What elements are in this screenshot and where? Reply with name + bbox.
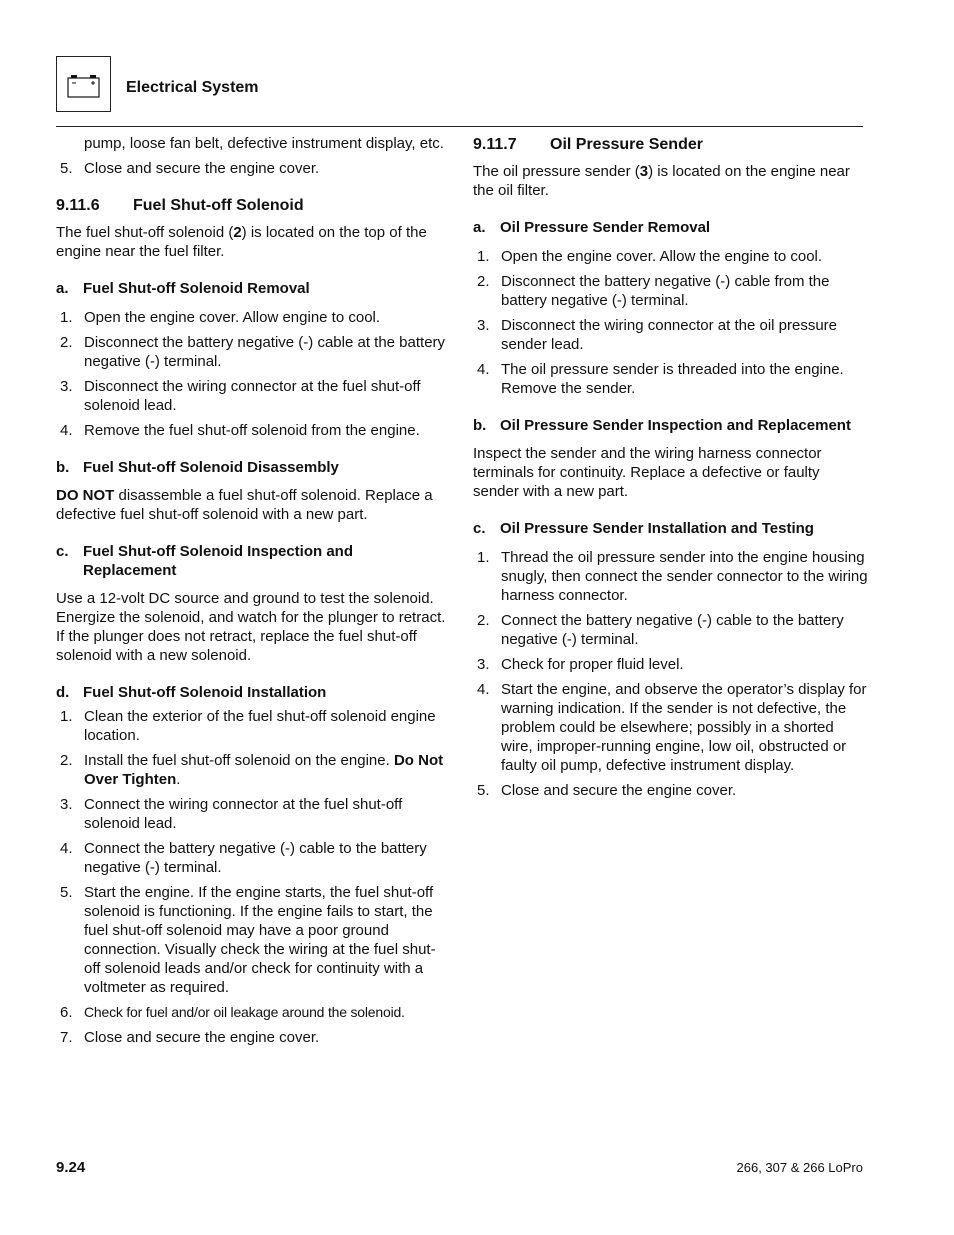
item-text: Start the engine. If the engine starts, the fuel shut-off solenoid is functioning. If the engine fails to start, the fuel shut-off solenoid may have a poor ground connection. Visually check the wiring at the fuel shut-off solenoid leads and/or check for continuity with a voltmeter as required. xyxy=(84,884,436,996)
list-item xyxy=(473,781,868,800)
battery-icon xyxy=(67,74,100,98)
item-number: 5. xyxy=(60,884,73,901)
section-number: 9.11.6 xyxy=(56,197,100,214)
item-text: Open the engine cover. Allow engine to cool. xyxy=(84,309,381,326)
callout-number: 2 xyxy=(233,224,242,241)
sub-title: Oil Pressure Sender Removal xyxy=(500,219,711,236)
item-text: Check for fuel and/or oil leakage around the solenoid. xyxy=(84,1004,405,1020)
sub-title: Oil Pressure Sender Inspection and Replacement xyxy=(500,417,851,434)
subheading-removal xyxy=(56,279,446,298)
list-item xyxy=(473,272,868,310)
item-number: 3. xyxy=(477,656,490,673)
intro-text-a: The oil pressure sender ( xyxy=(473,163,640,180)
section-title: Oil Pressure Sender xyxy=(550,136,703,153)
item-number: 4. xyxy=(60,840,73,857)
item-number: 7. xyxy=(60,1029,73,1046)
item-text: Install the fuel shut-off solenoid on the engine. xyxy=(84,752,394,769)
right-column xyxy=(473,134,868,800)
item-number: 3. xyxy=(60,378,73,395)
subheading-removal xyxy=(473,218,868,237)
subheading-installation xyxy=(473,519,868,538)
list-item xyxy=(56,421,446,440)
inspection-text: Inspect the sender and the wiring harness connector terminals for continuity. Replace a defective or faulty sender with a new part. xyxy=(473,445,822,500)
section-heading-oil-sender xyxy=(473,135,868,154)
list-item xyxy=(56,751,446,789)
header-title: Electrical System xyxy=(126,79,259,96)
item-text: Clean the exterior of the fuel shut-off solenoid engine location. xyxy=(84,708,436,744)
disassembly-text xyxy=(56,486,446,524)
list-item xyxy=(56,308,446,327)
item-number: 4. xyxy=(60,422,73,439)
header-divider xyxy=(56,126,863,127)
list-item xyxy=(56,159,446,178)
item-number: 6. xyxy=(60,1004,73,1021)
item-number: 5. xyxy=(60,160,73,177)
list-item xyxy=(56,883,446,997)
sub-title: Fuel Shut-off Solenoid Inspection and Replacement xyxy=(83,543,353,579)
item-number: 1. xyxy=(60,708,73,725)
list-item xyxy=(473,655,868,674)
item-text: Connect the battery negative (-) cable to the battery negative (-) terminal. xyxy=(501,612,844,648)
list-item xyxy=(56,333,446,371)
continuation-text: pump, loose fan belt, defective instrument display, etc. xyxy=(84,135,444,152)
item-number: 4. xyxy=(477,361,490,378)
list-item xyxy=(56,1028,446,1047)
section-intro xyxy=(473,162,868,200)
sub-letter: b. xyxy=(473,417,487,434)
item-tail: . xyxy=(176,771,181,788)
item-text: Start the engine, and observe the operator’s display for warning indication. If the sender is not defective, the problem could be elsewhere; possibly in a shorted wire, improper-running engine, low oil, obstructed or faulty oil pump, defective instrument display. xyxy=(501,681,867,774)
intro-text-c: ) is located on the engine near the oil filter. xyxy=(473,163,850,199)
item-number: 1. xyxy=(477,549,490,566)
sub-letter: b. xyxy=(56,459,70,476)
list-item xyxy=(56,377,446,415)
item-number: 3. xyxy=(477,317,490,334)
list-item xyxy=(473,360,868,398)
sub-title: Oil Pressure Sender Installation and Testing xyxy=(500,520,814,537)
list-item xyxy=(473,316,868,354)
item-text: Connect the wiring connector at the fuel shut-off solenoid lead. xyxy=(84,796,403,832)
item-text: Disconnect the wiring connector at the oil pressure sender lead. xyxy=(501,317,838,353)
item-text: Close and secure the engine cover. xyxy=(84,1029,320,1046)
section-icon-box xyxy=(56,56,111,112)
subheading-disassembly xyxy=(56,458,446,477)
paragraph-text: disassemble a fuel shut-off solenoid. Replace a defective fuel shut-off solenoid with a new part. xyxy=(56,487,433,523)
list-item xyxy=(56,839,446,877)
list-item xyxy=(473,247,868,266)
list-item xyxy=(56,1003,446,1022)
sub-letter: d. xyxy=(56,684,70,701)
item-number: 1. xyxy=(477,248,490,265)
item-text: Close and secure the engine cover. xyxy=(84,160,320,177)
sub-title: Fuel Shut-off Solenoid Removal xyxy=(83,280,310,297)
item-text: Connect the battery negative (-) cable to the battery negative (-) terminal. xyxy=(84,840,427,876)
removal-steps xyxy=(473,247,868,398)
subheading-installation xyxy=(56,683,446,702)
item-number: 2. xyxy=(60,334,73,351)
item-number: 5. xyxy=(477,782,490,799)
item-number: 3. xyxy=(60,796,73,813)
installation-steps xyxy=(56,707,446,1047)
removal-steps xyxy=(56,308,446,440)
left-column xyxy=(56,134,446,1047)
callout-number: 3 xyxy=(639,163,649,180)
item-number: 1. xyxy=(60,309,73,326)
section-heading-fuel-solenoid xyxy=(56,196,446,215)
item-text: Close and secure the engine cover. xyxy=(501,782,737,799)
section-intro xyxy=(56,223,446,261)
sub-letter: c. xyxy=(56,543,69,560)
section-number: 9.11.7 xyxy=(473,136,517,153)
list-item xyxy=(473,611,868,649)
item-text: Thread the oil pressure sender into the engine housing snugly, then connect the sender connector to the wiring harness connector. xyxy=(501,549,868,604)
subheading-inspection xyxy=(473,416,868,435)
item-text: Remove the fuel shut-off solenoid from the engine. xyxy=(84,422,420,439)
item-text: Disconnect the wiring connector at the fuel shut-off solenoid lead. xyxy=(84,378,421,414)
list-item xyxy=(56,795,446,833)
item-emphasis: Do Not Over Tighten xyxy=(84,752,444,788)
intro-text-c: ) is located on the top of the engine near the fuel filter. xyxy=(56,224,427,260)
list-item xyxy=(56,707,446,745)
item-text: The oil pressure sender is threaded into the engine. Remove the sender. xyxy=(501,361,844,397)
list-item xyxy=(473,680,868,775)
item-text: Check for proper fluid level. xyxy=(501,656,684,673)
sub-title: Fuel Shut-off Solenoid Disassembly xyxy=(83,459,339,476)
item-text: Open the engine cover. Allow the engine to cool. xyxy=(501,248,823,265)
sub-letter: a. xyxy=(56,280,69,297)
warning-emphasis: DO NOT xyxy=(56,487,115,504)
item-text: Disconnect the battery negative (-) cable at the battery negative (-) terminal. xyxy=(84,334,446,370)
item-number: 2. xyxy=(477,612,490,629)
item-number: 4. xyxy=(477,681,490,698)
item-number: 2. xyxy=(60,752,73,769)
item-text: Disconnect the battery negative (-) cable from the battery negative (-) terminal. xyxy=(501,273,830,309)
page-number: 9.24 xyxy=(56,1159,86,1176)
subheading-inspection xyxy=(56,542,446,580)
section-title: Fuel Shut-off Solenoid xyxy=(133,197,304,214)
sub-title: Fuel Shut-off Solenoid Installation xyxy=(83,684,327,701)
intro-text-a: The fuel shut-off solenoid ( xyxy=(56,224,234,241)
sub-letter: a. xyxy=(473,219,486,236)
list-item xyxy=(473,548,868,605)
sub-letter: c. xyxy=(473,520,486,537)
installation-steps xyxy=(473,548,868,800)
inspection-text: Use a 12-volt DC source and ground to test the solenoid. Energize the solenoid, and watch for the plunger to retract. If the plunger does not retract, replace the fuel shut-off solenoid with a new solenoid. xyxy=(56,590,446,664)
item-number: 2. xyxy=(477,273,490,290)
model-label: 266, 307 & 266 LoPro xyxy=(736,1160,863,1175)
continuation-list xyxy=(56,159,446,178)
